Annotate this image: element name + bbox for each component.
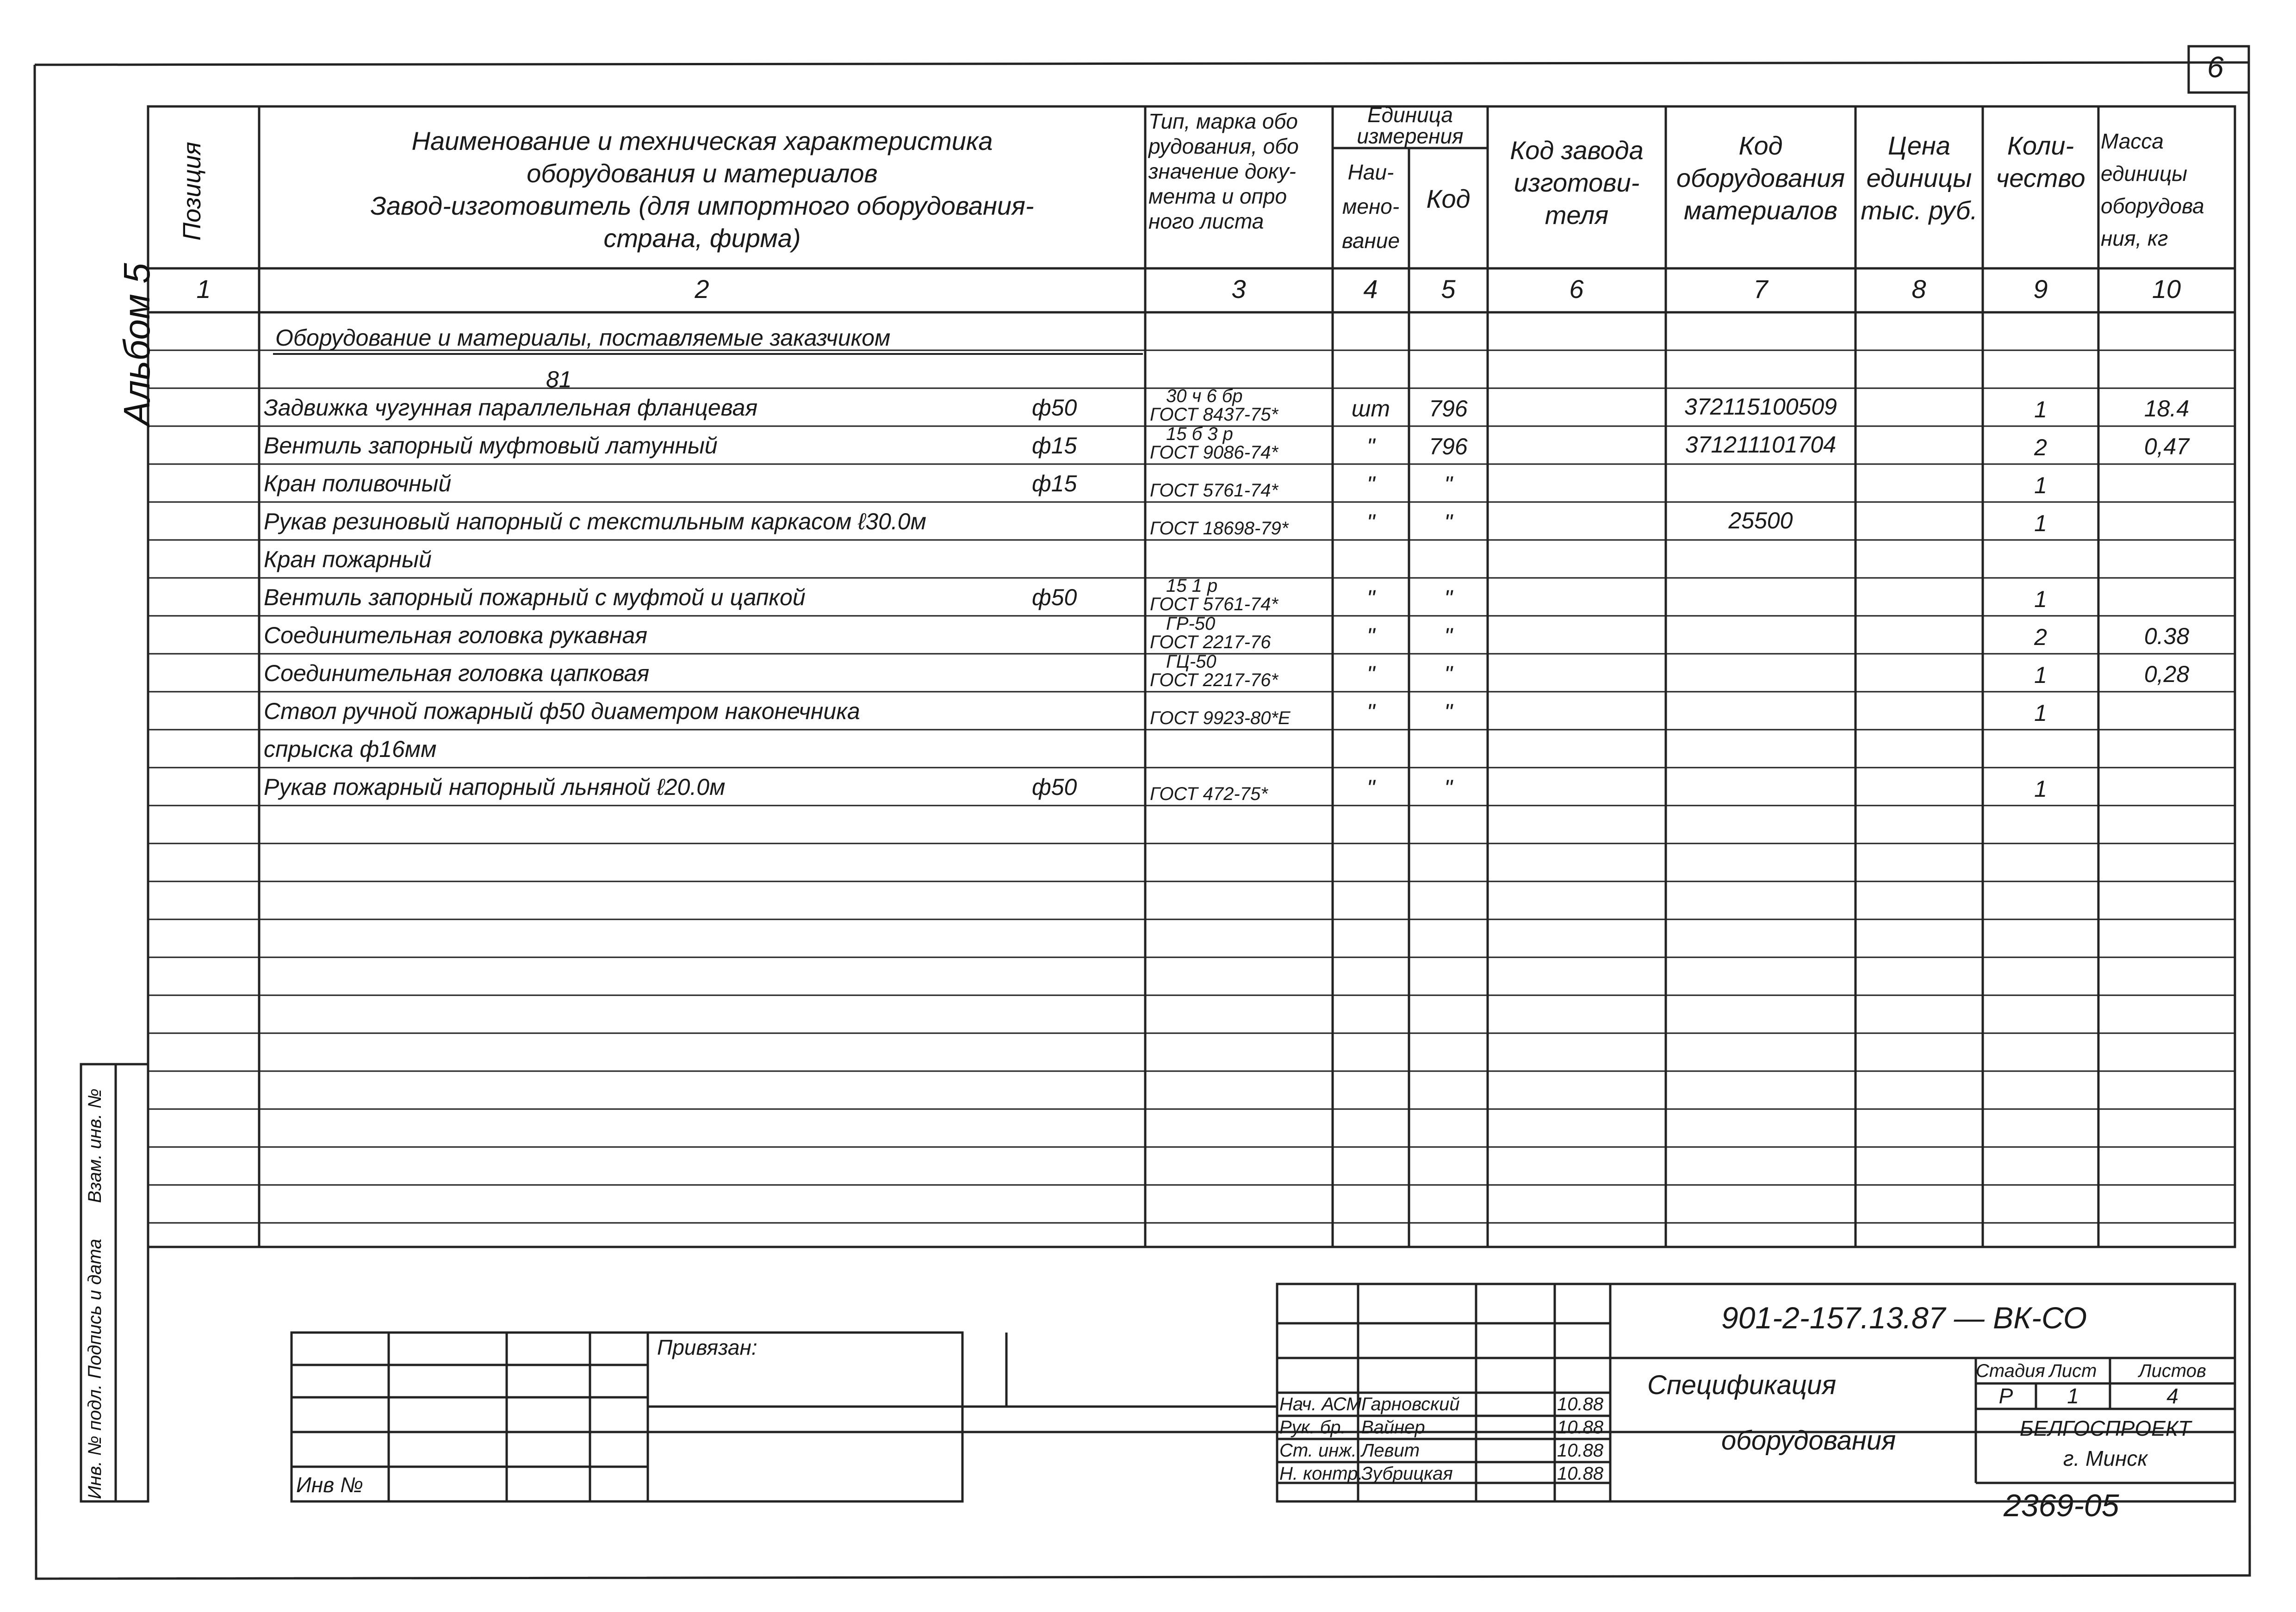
row-type-standard: ГОСТ 5761-74* — [1150, 594, 1278, 614]
header-type — [1148, 109, 1299, 234]
header-name-line: оборудования и материалов — [527, 159, 878, 188]
row-mass: 0,28 — [2144, 661, 2190, 687]
header-unit-name — [1333, 155, 1409, 258]
row-type-standard: ГОСТ 9086-74* — [1150, 442, 1278, 463]
row-unit-code: " — [1444, 699, 1452, 725]
header-unit-code: Код — [1426, 184, 1471, 213]
header-price-line: единицы — [1866, 163, 1972, 192]
row-type-mark: ГР-50 — [1166, 614, 1216, 634]
row-name: Рукав пожарный напорный льняной ℓ20.0м — [264, 774, 726, 800]
header-plant-line: Код завода — [1510, 136, 1644, 165]
header-code-line: материалов — [1683, 196, 1838, 225]
row-nominal-diameter: ф50 — [1032, 584, 1077, 610]
column-number: 9 — [2033, 274, 2048, 304]
column-number: 5 — [1441, 274, 1456, 304]
signer-role: Ст. инж. — [1279, 1440, 1357, 1461]
column-number: 7 — [1753, 274, 1768, 304]
header-qty-line: чество — [1996, 163, 2085, 192]
header-price — [1855, 130, 1983, 227]
header-name — [259, 125, 1145, 254]
row-unit: " — [1366, 775, 1375, 801]
header-plant-line: теля — [1545, 200, 1609, 229]
stamp-replaced-inv: Взам. инв. № — [85, 1088, 105, 1203]
header-mass — [2101, 125, 2204, 254]
header-code-line: оборудования — [1676, 163, 1845, 192]
row-quantity: 1 — [2034, 510, 2047, 536]
header-type-line: Тип, марка обо — [1148, 109, 1298, 133]
section-title: Оборудование и материалы, поставляемые заказчиком — [275, 325, 891, 351]
organization-name: БЕЛГОСПРОЕКТ — [2019, 1416, 2191, 1440]
row-name: Вентиль запорный пожарный с муфтой и цапкой — [264, 584, 806, 610]
row-type-standard: ГОСТ 2217-76* — [1150, 670, 1278, 690]
row-name: Вентиль запорный муфтовый латунный — [264, 433, 718, 459]
header-mass-line: Масса — [2101, 129, 2164, 153]
header-type-line: мента и опро — [1148, 184, 1287, 208]
document-title-line-2: оборудования — [1721, 1426, 1896, 1456]
column-number: 8 — [1911, 274, 1926, 304]
column-number: 10 — [2152, 274, 2181, 304]
column-number: 2 — [695, 274, 709, 304]
album-label: Альбом 5 — [116, 263, 157, 426]
row-unit: " — [1366, 699, 1375, 725]
row-mass: 0.38 — [2144, 623, 2190, 649]
row-unit-code: " — [1444, 585, 1452, 611]
row-quantity: 2 — [2034, 624, 2047, 650]
inventory-label: Инв № — [296, 1473, 363, 1497]
header-name-line: страна, фирма) — [603, 223, 801, 253]
sheet-value: 1 — [2067, 1384, 2079, 1408]
row-type-standard: ГОСТ 18698-79* — [1150, 518, 1289, 539]
row-type-mark: 15 1 р — [1166, 576, 1218, 596]
row-equipment-code: 372115100509 — [1684, 394, 1837, 420]
row-unit: " — [1366, 661, 1375, 687]
row-type-standard: ГОСТ 2217-76 — [1150, 632, 1271, 652]
signer-date: 10.88 — [1557, 1440, 1604, 1461]
header-code-line: Код — [1738, 131, 1783, 160]
header-unit-name-line: Наи- — [1347, 160, 1394, 184]
row-mass: 0,47 — [2144, 434, 2190, 459]
header-plant-line: изготови- — [1514, 168, 1640, 197]
row-name: Задвижка чугунная параллельная фланцевая — [264, 395, 758, 421]
header-plant-code — [1488, 134, 1666, 231]
row-quantity: 2 — [2034, 434, 2047, 460]
stage-label: Стадия — [1976, 1361, 2045, 1381]
row-equipment-code: 25500 — [1728, 508, 1793, 533]
header-type-line: рудования, обо — [1148, 134, 1299, 158]
header-price-line: Цена — [1887, 131, 1951, 160]
header-mass-line: ния, кг — [2101, 226, 2168, 250]
header-type-line: значение доку- — [1148, 159, 1296, 183]
row-quantity: 1 — [2034, 472, 2047, 498]
row-unit: " — [1366, 509, 1375, 535]
row-name: Кран пожарный — [264, 546, 432, 572]
row-equipment-code: 371211101704 — [1685, 432, 1837, 458]
signer-role: Нач. АСМ — [1279, 1394, 1362, 1414]
row-type-mark: ГЦ-50 — [1166, 651, 1216, 672]
row-nominal-diameter: ф15 — [1032, 433, 1077, 459]
sheet-label: Лист — [2049, 1361, 2097, 1381]
row-unit-code: " — [1444, 661, 1452, 687]
row-nominal-diameter: ф15 — [1032, 471, 1077, 496]
sheets-label: Листов — [2139, 1361, 2206, 1381]
row-unit-code: " — [1444, 623, 1452, 649]
row-quantity: 1 — [2034, 700, 2047, 726]
header-mass-line: единицы — [2101, 161, 2188, 186]
header-mass-line: оборудова — [2101, 194, 2204, 218]
row-unit-code: " — [1444, 471, 1452, 497]
column-number: 3 — [1231, 274, 1246, 304]
signer-name: Вайнер — [1361, 1417, 1425, 1438]
signer-role: Рук. бр. — [1279, 1417, 1346, 1438]
signer-date: 10.88 — [1557, 1394, 1604, 1414]
section-subtitle: 81 — [546, 366, 572, 392]
row-unit: " — [1366, 434, 1375, 459]
signer-date: 10.88 — [1557, 1463, 1604, 1484]
document-title-line-1: Спецификация — [1647, 1370, 1837, 1400]
header-price-line: тыс. руб. — [1861, 196, 1978, 225]
row-name: Рукав резиновый напорный с текстильным каркасом ℓ30.0м — [264, 508, 926, 534]
row-name: Соединительная головка цапковая — [264, 660, 650, 686]
column-number: 6 — [1569, 274, 1584, 304]
row-unit-code: " — [1444, 509, 1452, 535]
row-unit-code: 796 — [1429, 434, 1468, 459]
row-unit-code: " — [1444, 775, 1452, 801]
sheets-value: 4 — [2166, 1384, 2178, 1408]
row-unit: " — [1366, 585, 1375, 611]
row-type-mark: 30 ч 6 бр — [1166, 386, 1243, 406]
header-unit-name-line: мено- — [1342, 194, 1400, 218]
header-position: Позиция — [178, 142, 206, 241]
row-nominal-diameter: ф50 — [1032, 774, 1077, 800]
row-type-standard: ГОСТ 9923-80*Е — [1150, 708, 1291, 728]
signer-name: Зубрицкая — [1361, 1463, 1453, 1484]
header-name-line: Наименование и техническая характеристика — [411, 126, 993, 155]
stamp-signature-date: Подпись и дата — [85, 1239, 105, 1379]
signer-name: Левит — [1361, 1440, 1420, 1461]
row-unit: шт — [1351, 396, 1390, 422]
header-type-line: ного листа — [1148, 209, 1264, 233]
row-type-standard: ГОСТ 8437-75* — [1150, 404, 1278, 425]
column-number: 4 — [1363, 274, 1378, 304]
row-name: Кран поливочный — [264, 471, 452, 496]
header-qty-line: Коли- — [2007, 131, 2074, 160]
row-type-mark: 15 б 3 р — [1166, 424, 1233, 444]
header-quantity — [1983, 130, 2098, 194]
stamp-original-inv: Инв. № подл. — [85, 1384, 105, 1499]
document-designation: 901-2-157.13.87 — ВК-СО — [1721, 1301, 2087, 1335]
signer-role: Н. контр. — [1279, 1463, 1363, 1484]
header-equipment-code — [1666, 130, 1855, 227]
organization-city: г. Минск — [2063, 1446, 2148, 1470]
column-number: 1 — [196, 274, 211, 304]
row-quantity: 1 — [2034, 662, 2047, 688]
row-unit: " — [1366, 471, 1375, 497]
signer-date: 10.88 — [1557, 1417, 1604, 1438]
header-unit-line: Единица — [1367, 103, 1453, 127]
row-quantity: 1 — [2034, 397, 2047, 422]
row-nominal-diameter: ф50 — [1032, 395, 1077, 421]
header-unit-name-line: вание — [1341, 229, 1400, 253]
row-type-standard: ГОСТ 472-75* — [1150, 784, 1268, 804]
sheet-corner-number: 6 — [2207, 50, 2224, 84]
row-quantity: 1 — [2034, 586, 2047, 612]
header-unit — [1333, 104, 1488, 147]
stage-value: Р — [1998, 1384, 2013, 1408]
signer-name: Гарновский — [1361, 1394, 1460, 1414]
header-unit-line: измерения — [1357, 124, 1464, 148]
row-name: спрыска ф16мм — [264, 736, 437, 762]
row-quantity: 1 — [2034, 776, 2047, 802]
header-name-line: Завод-изготовитель (для импортного оборудования- — [370, 191, 1034, 220]
archive-number: 2369-05 — [2004, 1488, 2119, 1523]
row-name: Ствол ручной пожарный ф50 диаметром наконечника — [264, 698, 860, 724]
row-mass: 18.4 — [2144, 396, 2190, 422]
row-name: Соединительная головка рукавная — [264, 622, 648, 648]
bound-label: Привязан: — [657, 1335, 757, 1359]
row-type-standard: ГОСТ 5761-74* — [1150, 480, 1278, 501]
row-unit-code: 796 — [1429, 396, 1468, 422]
row-unit: " — [1366, 623, 1375, 649]
